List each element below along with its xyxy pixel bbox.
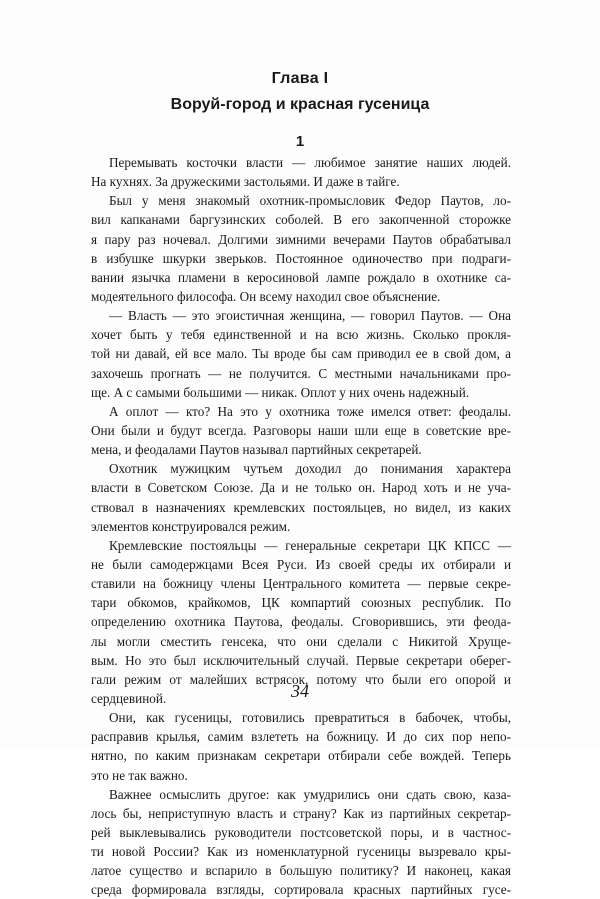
text-line: рей выклевывались руководители постсоветской поры, и в частнос- bbox=[91, 824, 511, 840]
text-line: ти новой России? Как из номенклатурной гусеницы вызревало кры- bbox=[91, 844, 511, 860]
text-line: Кремлевские постояльцы — генеральные секретари ЦК КПСС — bbox=[109, 537, 511, 553]
text-line: Важнее осмыслить другое: как умудрились они сдать свою, каза- bbox=[109, 786, 511, 802]
text-line: захочешь прогнать — не получится. С местными начальниками про- bbox=[91, 365, 511, 381]
text-line: модеятельного философа. Он всему находил свое объяснение. bbox=[91, 288, 441, 304]
text-line: тари обкомов, крайкомов, ЦК компартий союзных республик. По bbox=[91, 595, 511, 611]
text-line: Они, как гусеницы, готовились превратиться в бабочек, чтобы, bbox=[109, 710, 511, 726]
text-line: не были самодержцами Всея Руси. Из своей среды их отбирали и bbox=[91, 556, 511, 572]
text-line: определению охотника Паутова, феодалы. Сговорившись, эти феода- bbox=[91, 614, 511, 630]
chapter-title: Воруй-город и красная гусеница bbox=[170, 96, 430, 113]
text-line: лось бы, неприступную власть и страну? Как из партийных секретар- bbox=[91, 805, 511, 821]
text-line: той ни давай, ей все мало. Ты вроде бы сам приводил ее в свой дом, а bbox=[91, 346, 511, 362]
body-text bbox=[91, 153, 511, 899]
text-line: нятно, по каким признакам секретари отбирали себе вождей. Теперь bbox=[91, 748, 511, 764]
text-line: это не так важно. bbox=[91, 767, 188, 783]
text-line: Перемывать косточки власти — любимое занятие наших людей. bbox=[109, 155, 511, 170]
text-line: расправив крылья, самим взлететь на божницу. И до сих пор непо- bbox=[91, 729, 511, 745]
text-line: власти в Советском Союзе. Да и не только он. Народ хоть и не уча- bbox=[91, 480, 511, 496]
text-line: гали режим от малейших встрясок, потому что были его опорой и bbox=[91, 671, 511, 687]
text-line: Был у меня знакомый охотник-промысловик Федор Паутов, ло- bbox=[109, 193, 511, 209]
text-line: Охотник мужицким чутьем доходил до понимания характера bbox=[109, 461, 511, 477]
chapter-label: Глава I bbox=[271, 70, 329, 87]
text-line: вании язычка пламени в керосиновой лампе рождало в охотнике са- bbox=[91, 269, 511, 285]
text-line: вым. Но это был исключительный случай. Первые секретари оберег- bbox=[91, 652, 511, 668]
text-line: — Власть — это эгоистичная женщина, — говорил Паутов. — Она bbox=[109, 308, 511, 324]
text-line: Они были и будут всегда. Разговоры наши шли еще в советские вре- bbox=[91, 422, 511, 438]
text-line: среда формировала взгляды, сортировала красных партийных гусе- bbox=[91, 882, 511, 898]
text-line: элементов конструировался режим. bbox=[91, 518, 291, 534]
text-line: ще. А с самыми большими — никак. Оплот у них очень надежный. bbox=[91, 384, 470, 400]
text-line: А оплот — кто? На это у охотника тоже имелся ответ: феодалы. bbox=[109, 403, 511, 419]
text-line: вил капканами баргузинских соболей. В его закопченной сторожке bbox=[91, 212, 511, 228]
text-line: лы могли сместить генсека, что они сделали с Никитой Хруще- bbox=[91, 633, 511, 649]
text-line: в избушке шкурки зверьков. Постоянное одиночество при подраги- bbox=[91, 250, 511, 266]
text-line: мена, и феодалами Паутов называл партийных секретарей. bbox=[91, 442, 422, 458]
page-number: 34 bbox=[291, 681, 309, 701]
text-line: сердцевиной. bbox=[91, 690, 167, 706]
text-line: хочет быть у тебя единственной и на всю жизнь. Сколько прокля- bbox=[91, 327, 511, 343]
text-line: ствовал в назначениях кремлевских постояльцев, но видел, из каких bbox=[91, 499, 511, 515]
text-line: ставили на божницу члены Центрального комитета — первые секре- bbox=[91, 576, 511, 592]
text-line: латое существо и вспарило в большую политику? И наконец, какая bbox=[91, 863, 511, 879]
text-line: я пару раз ночевал. Долгими зимними вечерами Паутов обрабатывал bbox=[91, 231, 511, 247]
section-number: 1 bbox=[295, 133, 305, 150]
text-line: На кухнях. За дружескими застольями. И даже в тайге. bbox=[91, 174, 400, 190]
